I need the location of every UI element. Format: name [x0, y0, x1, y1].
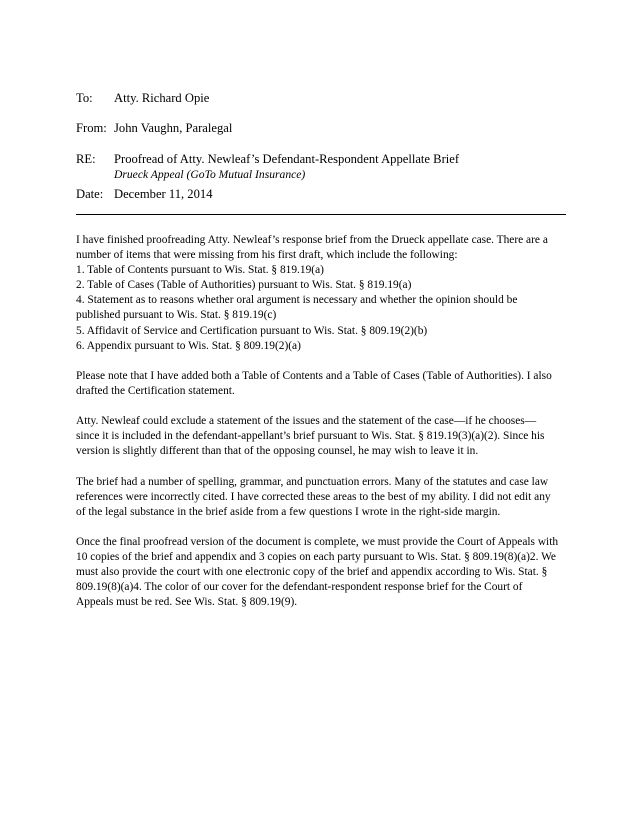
list-item: 2. Table of Cases (Table of Authorities) pursuant to Wis. Stat. § 819.19(a) — [76, 279, 412, 292]
text-line: of the legal substance in the brief aside from a few questions I wrote in the right-side margin. — [76, 505, 501, 518]
re-value — [114, 151, 459, 183]
text-line: Atty. Newleaf could exclude a statement of the issues and the statement of the case—if he chooses— — [76, 415, 537, 428]
text-line: drafted the Certification statement. — [76, 384, 235, 397]
paragraph-errors — [76, 475, 566, 520]
list-item: 5. Affidavit of Service and Certification pursuant to Wis. Stat. § 809.19(2)(b) — [76, 324, 428, 337]
text-line: since it is included in the defendant-appellant’s brief pursuant to Wis. Stat. § 819.19(3)(a)(2). Since his — [76, 430, 545, 443]
list-item: 1. Table of Contents pursuant to Wis. Stat. § 819.19(a) — [76, 264, 324, 277]
text-line: references were incorrectly cited. I have corrected these areas to the best of my ability. I did not edit any — [76, 490, 551, 503]
to-value: Atty. Richard Opie — [114, 91, 210, 105]
text-line: Appeals must be red. See Wis. Stat. § 809.19(9). — [76, 596, 298, 609]
from-value: John Vaughn, Paralegal — [114, 121, 233, 135]
memo-body — [76, 233, 566, 625]
paragraph-issues — [76, 414, 566, 459]
list-item: 6. Appendix pursuant to Wis. Stat. § 809.19(2)(a) — [76, 339, 301, 352]
text-line: version is slightly different than that of the opposing counsel, he may wish to leave it in. — [76, 445, 479, 458]
text-line: 809.19(8)(a)4. The color of our cover for the defendant-respondent response brief for the Court of — [76, 581, 523, 594]
date-label: Date: — [76, 187, 104, 201]
list-item: 4. Statement as to reasons whether oral argument is necessary and whether the opinion should be — [76, 294, 518, 307]
from-label: From: — [76, 121, 107, 135]
date-value: December 11, 2014 — [114, 187, 213, 201]
list-item: published pursuant to Wis. Stat. § 819.19(c) — [76, 309, 277, 322]
text-line: must also provide the court with one electronic copy of the brief and appendix according to Wis. Stat. § — [76, 566, 548, 579]
paragraph-additions — [76, 369, 566, 399]
text-line: The brief had a number of spelling, grammar, and punctuation errors. Many of the statutes and case law — [76, 475, 549, 488]
text-line: 10 copies of the brief and appendix and 3 copies on each party pursuant to Wis. Stat. § 809.19(8)(a)2. We — [76, 550, 556, 563]
paragraph-filing — [76, 535, 566, 610]
paragraph-intro — [76, 233, 566, 354]
text-line: I have finished proofreading Atty. Newleaf’s response brief from the Drueck appellate case. There are a — [76, 234, 548, 246]
re-case-name: Drueck Appeal (GoTo Mutual Insurance) — [114, 168, 306, 181]
text-line: number of items that were missing from his first draft, which include the following: — [76, 249, 458, 262]
header-divider — [76, 214, 566, 215]
text-line: Please note that I have added both a Table of Contents and a Table of Cases (Table of Authorities). I also — [76, 369, 552, 382]
re-label: RE: — [76, 152, 96, 166]
re-subject: Proofread of Atty. Newleaf’s Defendant-Respondent Appellate Brief — [114, 152, 460, 166]
text-line: Once the final proofread version of the document is complete, we must provide the Court of Appeals with — [76, 535, 559, 548]
to-label: To: — [76, 91, 93, 105]
